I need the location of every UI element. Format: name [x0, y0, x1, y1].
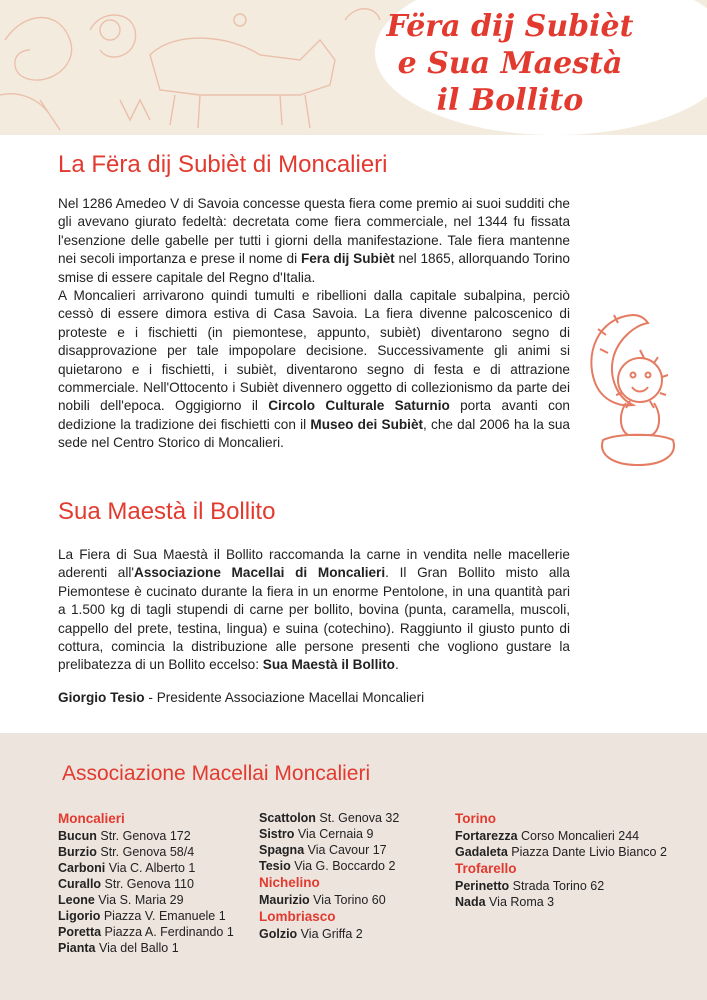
city-heading: Lombriasco: [259, 909, 336, 924]
butcher-entry: [58, 860, 234, 876]
butcher-name: Scattolon: [259, 811, 316, 825]
butcher-entry: [455, 878, 667, 894]
butcher-address: Via Cavour 17: [304, 843, 387, 857]
butcher-name: Burzio: [58, 845, 97, 859]
butcher-name: Nada: [455, 895, 486, 909]
butcher-address: Via Roma 3: [485, 895, 555, 909]
butcher-address: Piazza A. Ferdinando 1: [101, 925, 234, 939]
butcher-name: Tesio: [259, 859, 291, 873]
butcher-list-column-1: [58, 810, 234, 956]
page-title: [385, 8, 635, 119]
butcher-name: Fortarezza: [455, 829, 518, 843]
butcher-address: Strada Torino 62: [509, 879, 605, 893]
butcher-entry: [455, 828, 667, 844]
butcher-address: St. Genova 32: [315, 811, 400, 825]
butcher-entry: [455, 844, 667, 860]
butcher-list-column-3: [455, 810, 667, 910]
paragraph: A Moncalieri arrivarono quindi tumulti e ribellioni dalla capitale subalpina, perciò cessò di essere dimora estiva di Casa Savoia. La fiera divenne palcoscenico di proteste e i fischietti (in piemontese, appunto, subièt) diventarono segno di disapprovazione per tale impopolare decisione. Successivamente gli animi si quietarono e i fischietti, i subièt, diventarono segno di festa e di attrazione commerciale. Nell'Ottocento i Subièt divennero oggetto di collezionismo da parte dei nobili dell'epoca. Oggigiorno il Circolo Culturale Saturnio porta avanti con dedizione la tradizione dei fischietti con il Museo dei Subièt, che dal 2006 ha la sua sede nel Centro Storico di Moncalieri.: [58, 288, 570, 451]
city-heading: Moncalieri: [58, 811, 125, 826]
butcher-name: Spagna: [259, 843, 305, 857]
section-body-bollito: [58, 546, 570, 675]
butcher-entry: [58, 940, 234, 956]
butcher-entry: [259, 926, 399, 942]
butcher-address: Via Torino 60: [309, 893, 386, 907]
butcher-address: Str. Genova 110: [101, 877, 194, 891]
butcher-name: Curallo: [58, 877, 102, 891]
butcher-name: Sistro: [259, 827, 295, 841]
butcher-address: Corso Moncalieri 244: [517, 829, 640, 843]
butcher-name: Perinetto: [455, 879, 510, 893]
butcher-address: Str. Genova 172: [96, 829, 191, 843]
butcher-address: Via Griffa 2: [297, 927, 363, 941]
butcher-name: Maurizio: [259, 893, 310, 907]
butcher-address: Str. Genova 58/4: [96, 845, 195, 859]
butcher-entry: [58, 924, 234, 940]
paragraph: La Fiera di Sua Maestà il Bollito raccomanda la carne in vendita nelle macellerie aderenti all'Associazione Macellai di Moncalieri. Il Gran Bollito misto alla Piemontese è cucinato durante la fiera in un enorme Pentolone, in una quantità pari a 1.500 kg di tagli stupendi di carne per bollito, bovina (punta, caramella, muscoli, cappello del prete, testina, lingua) e suina (cotechino). Raggiunto il giusto punto di cottura, comincia la distribuzione alle persone presenti che vogliono gustare la prelibatezza di un Bollito eccelso: Sua Maestà il Bollito.: [58, 547, 570, 673]
city-heading: Trofarello: [455, 861, 517, 876]
butcher-name: Golzio: [259, 927, 298, 941]
paragraph: Nel 1286 Amedeo V di Savoia concesse questa fiera come premio ai suoi sudditi che gli avevano giurato fedeltà: decretata come fiera commerciale, nel 1344 fu fissata l'esenzione delle gabelle per tutti i giorni della manifestazione. Tale fiera mantenne nei secoli importanza e prese il nome di Fera dij Subièt nel 1865, allorquando Torino smise di essere capitale del Regno d'Italia.: [58, 196, 570, 285]
butcher-name: Carboni: [58, 861, 106, 875]
butcher-name: Bucun: [58, 829, 97, 843]
butcher-entry: [58, 876, 234, 892]
butcher-list-column-2: [259, 810, 399, 942]
section-title-fera: La Fëra dij Subièt di Moncalieri: [58, 151, 388, 178]
city-heading: Nichelino: [259, 875, 320, 890]
butcher-entry: [259, 826, 399, 842]
butcher-address: Via C. Alberto 1: [105, 861, 196, 875]
butcher-address: Via del Ballo 1: [95, 941, 179, 955]
title-line-2: e Sua Maestà: [397, 46, 623, 81]
butcher-name: Pianta: [58, 941, 96, 955]
butcher-address: Via G. Boccardo 2: [290, 859, 396, 873]
butcher-name: Poretta: [58, 925, 102, 939]
butcher-address: Piazza V. Emanuele 1: [100, 909, 226, 923]
signature: Giorgio Tesio - Presidente Associazione Macellai Moncalieri: [58, 690, 425, 705]
butcher-address: Piazza Dante Livio Bianco 2: [507, 845, 667, 859]
butcher-entry: [259, 892, 399, 908]
section-title-bollito: Sua Maestà il Bollito: [58, 498, 276, 525]
section-body-fera: [58, 195, 570, 453]
butcher-name: Leone: [58, 893, 95, 907]
butcher-name: Gadaleta: [455, 845, 508, 859]
butcher-entry: [58, 908, 234, 924]
butcher-address: Via Cernaia 9: [294, 827, 374, 841]
footer-title: Associazione Macellai Moncalieri: [62, 762, 371, 785]
city-heading: Torino: [455, 811, 496, 826]
header-banner: [0, 0, 707, 135]
butcher-entry: [259, 810, 399, 826]
butcher-entry: [259, 842, 399, 858]
butcher-name: Ligorio: [58, 909, 101, 923]
sun-moon-whistle-icon: [578, 305, 688, 475]
butcher-entry: [455, 894, 667, 910]
butcher-address: Via S. Maria 29: [94, 893, 184, 907]
butcher-entry: [259, 858, 399, 874]
butcher-entry: [58, 892, 234, 908]
butcher-entry: [58, 844, 234, 860]
butcher-entry: [58, 828, 234, 844]
title-line-1: Fëra dij Subièt: [386, 9, 634, 44]
title-line-3: il Bollito: [436, 83, 584, 118]
